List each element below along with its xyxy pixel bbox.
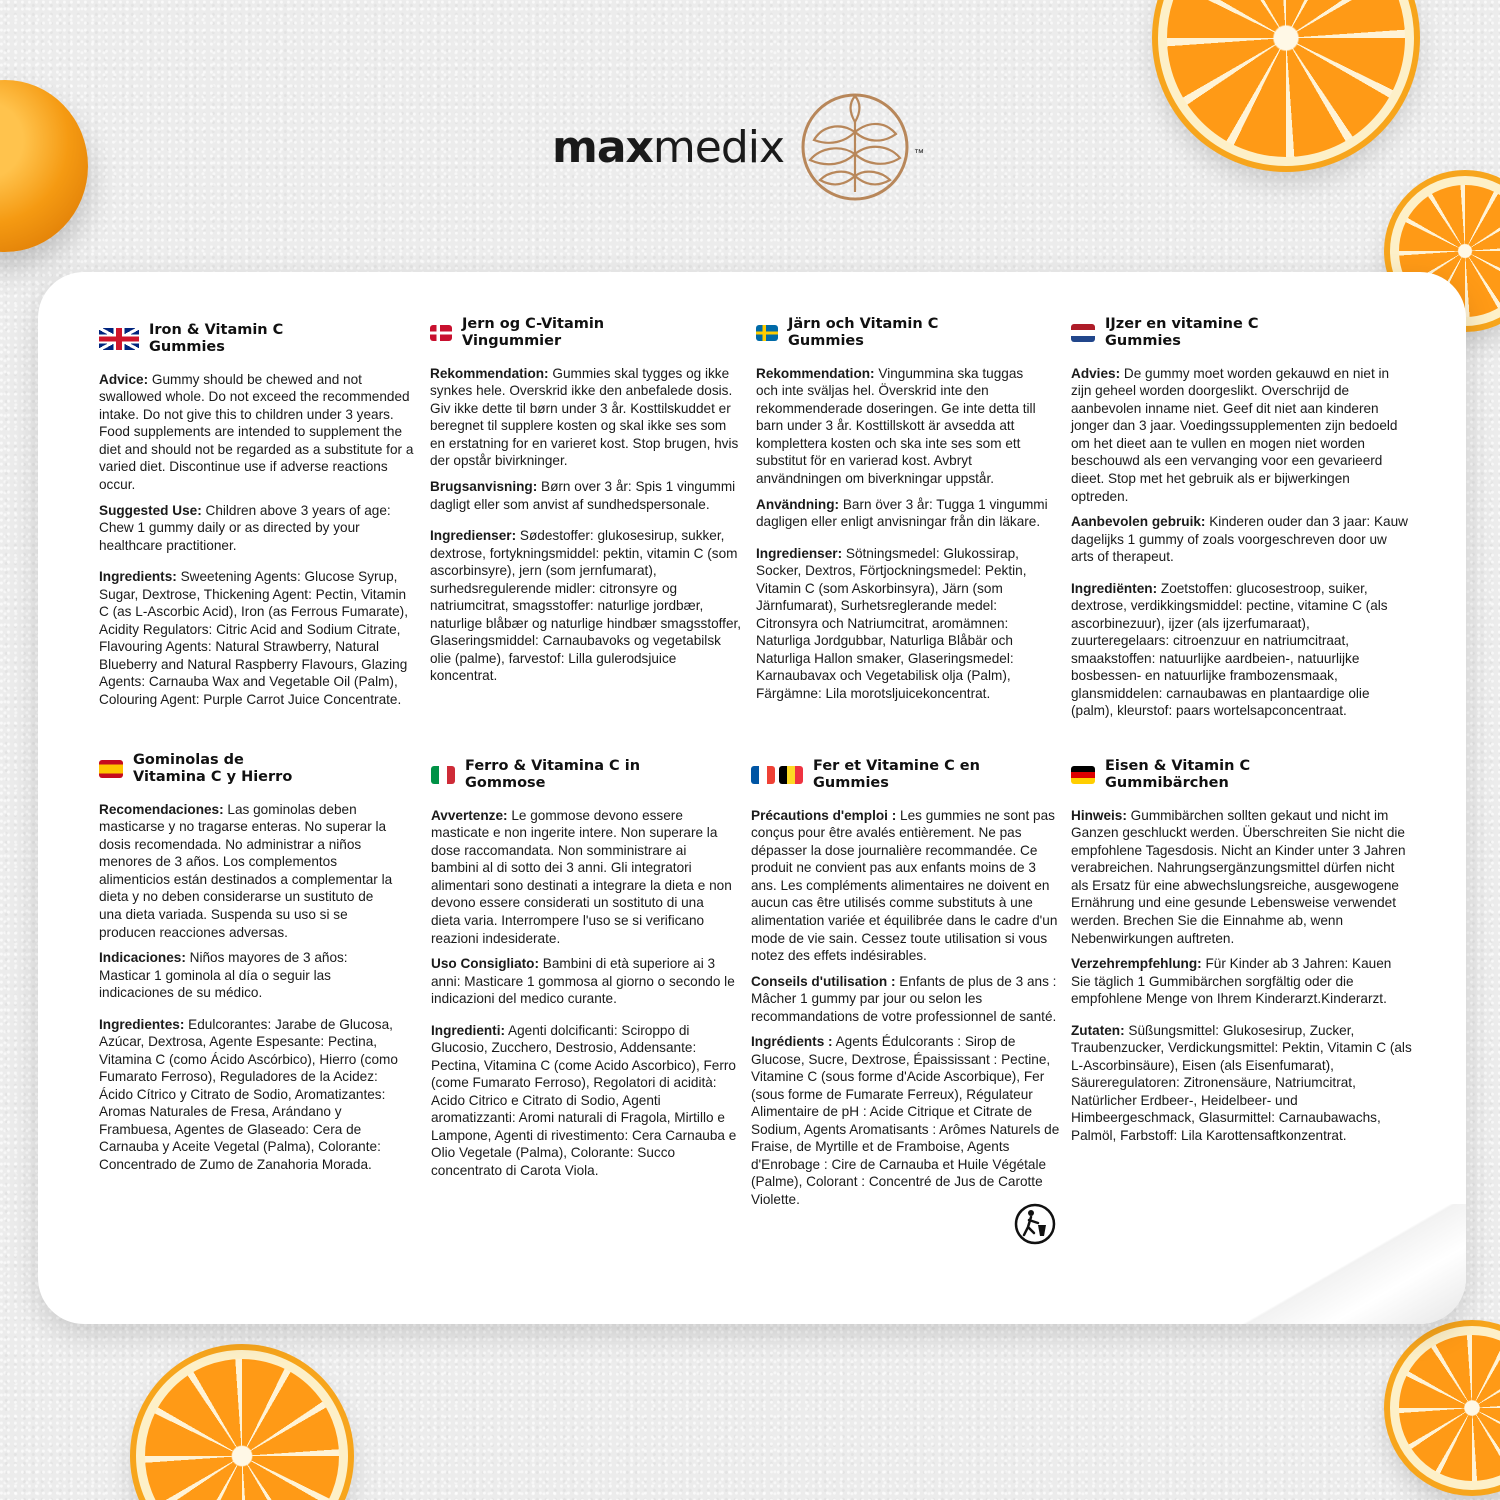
section-swedish (756, 316, 1048, 710)
advice-paragraph (99, 801, 399, 941)
section-title: Ferro & Vitamina C in Gommose (465, 758, 641, 792)
ingredients-text: Zoetstoffen: glucosestroop, suiker, dextrose, verdikkingsmiddel: pectine, vitamine C (als ascorbinezuur), ijzer (als ijzerfumaraat), zuurteregelaars: citroenzuur en natriumcitraat, smaakstoffen: natuurlijke aardbeien-, natuurlijke bosbessen- en natuurlijke frambozensmaak, glansmiddelen: carnaubawas en plantaardige olie (palm), kleurstof: paars wortelsapconcentraat. (1071, 580, 1388, 719)
advice-paragraph (1071, 807, 1413, 947)
ingredients-paragraph (430, 527, 742, 685)
advice-paragraph (430, 365, 742, 470)
section-header (99, 322, 417, 357)
ingredients-label: Ingredienti: (431, 1022, 506, 1038)
leaf-emblem-icon (800, 92, 910, 202)
section-header (99, 752, 399, 787)
section-header (1071, 316, 1411, 351)
orange-slice-image-bottom-left (136, 1350, 348, 1500)
advice-text: Las gominolas deben masticarse y no tragarse enteras. No superar la dosis recomendada. No administrar a niños menores de 3 años. Los complementos alimenticios están destinados a complementar la dieta y no deben considerarse un sustituto de una dieta variada. Suspenda su uso si se producen reacciones adversas. (99, 801, 393, 940)
section-german (1071, 758, 1413, 1152)
advice-label: Recomendaciones: (99, 801, 224, 817)
section-title: Iron & Vitamin C Gummies (149, 322, 284, 356)
section-title: Fer et Vitamine C en Gummies (813, 758, 980, 792)
advice-paragraph (756, 365, 1048, 488)
section-header (751, 758, 1061, 793)
usage-text: Niños mayores de 3 años: Masticar 1 gominola al día o seguir las indicaciones de su médico. (99, 950, 348, 1001)
section-title: IJzer en vitamine C Gummies (1105, 316, 1259, 350)
section-title: Eisen & Vitamin C Gummibärchen (1105, 758, 1251, 792)
ingredients-text: Agenti dolcificanti: Sciroppo di Glucosio, Zucchero, Destrosio, Addensante: Pectina, Vitamina C (come Acido Ascorbico), Ferro (come Fumarato Ferroso), Regolatori di acidità: Acido Citrico e Citrato di Sodio, Agenti aromatizzanti: Aromi naturali di Fragola, Mirtillo e Lampone, Agenti di rivestimento: Cera Carnauba e Olio Vegetale (Palma), Colorante: Succo concentrato di Carota Viola. (431, 1022, 737, 1178)
ingredients-paragraph (99, 568, 417, 708)
usage-paragraph (99, 502, 417, 555)
advice-label: Advies: (1071, 365, 1121, 381)
advice-text: Les gummies ne sont pas conçus pour être avalés entièrement. Ne pas dépasser la dose journalière recommandée. Ce produit ne convient pas aux enfants moins de 3 ans. Les compléments alimentaires ne doivent en aucun cas être utilisés comme substituts à une alimentation variée et équilibrée dans le cadre d'un mode de vie sain. Cessez toute utilisation si vous notez des effets indésirables. (751, 807, 1058, 964)
brand-name-bold: max (552, 121, 653, 173)
usage-label: Conseils d'utilisation : (751, 973, 896, 989)
ingredients-paragraph (99, 1016, 399, 1174)
whole-orange-image (0, 80, 88, 252)
usage-paragraph (756, 496, 1048, 531)
sweden-flag-icon (756, 325, 778, 341)
section-title: Jern og C-Vitamin Vingummier (462, 316, 605, 350)
usage-label: Användning: (756, 496, 840, 512)
recycle-icon (1014, 1203, 1056, 1245)
usage-paragraph (1071, 513, 1411, 566)
netherlands-flag-icon (1071, 324, 1095, 342)
section-dutch (1071, 316, 1411, 728)
denmark-flag-icon (430, 325, 452, 341)
germany-flag-icon (1071, 766, 1095, 784)
belgium-flag-icon (779, 766, 803, 784)
ingredients-label: Ingrediënten: (1071, 580, 1158, 596)
usage-label: Brugsanvisning: (430, 478, 538, 494)
section-header (756, 316, 1048, 351)
ingredients-paragraph (431, 1022, 737, 1180)
advice-label: Rekommendation: (756, 365, 875, 381)
ingredients-paragraph (756, 545, 1048, 703)
usage-paragraph (1071, 955, 1413, 1008)
usage-label: Aanbevolen gebruik: (1071, 514, 1206, 530)
section-header (430, 316, 742, 351)
advice-label: Précautions d'emploi : (751, 807, 897, 823)
advice-text: Vingummina ska tuggas och inte sväljas hel. Överskrid inte den rekommenderade doseringen. Ge inte detta till barn under 3 år. Kosttillskott är avsedda att komplettera kosten och ska inte ses som ett substitut för en varierad kost. Avbryt användningen om biverkningar uppstår. (756, 365, 1036, 486)
ingredients-label: Ingredientes: (99, 1016, 185, 1032)
section-english (99, 322, 417, 716)
usage-paragraph (430, 478, 742, 513)
advice-text: Gummy should be chewed and not swallowed whole. Do not exceed the recommended intake. Do not give this to children under 3 years. Food supplements are intended to supplement the diet and should not be regarded as a substitute for a varied diet. Discontinue use if adverse reactions occur. (99, 371, 414, 492)
trademark-symbol: ™ (914, 148, 925, 159)
ingredients-label: Ingredienser: (430, 528, 517, 544)
usage-text: Bambini di età superiore ai 3 anni: Masticare 1 gommosa al giorno o secondo le indicazioni del medico curante. (431, 956, 735, 1007)
page-curl (1226, 1204, 1466, 1324)
usage-text: Children above 3 years of age: Chew 1 gummy daily or as directed by your healthcare practitioner. (99, 502, 391, 553)
advice-text: De gummy moet worden gekauwd en niet in zijn geheel worden doorgeslikt. Overschrijd de aanbevolen inname niet. Geef dit niet aan kinderen jonger dan 3 jaar. Voedingssupplementen zijn bedoeld om het dieet aan te vullen en mogen niet worden beschouwd als een vervanging voor een gevarieerd dieet. Stop met het gebruik als er bijwerkingen optreden. (1071, 365, 1398, 504)
advice-paragraph (431, 807, 737, 947)
brand-logo (552, 92, 924, 202)
advice-text: Gummies skal tygges og ikke synkes hele. Overskrid ikke den anbefalede dosis. Giv ikke dette til børn under 3 år. Kosttilskuddet er beregnet til supplere kosten og skal ikke ses som en erstatning for en varieret kost. Stop brugen, hvis der opstår bivirkninger. (430, 365, 739, 469)
usage-label: Verzehrempfehlung: (1071, 956, 1202, 972)
section-title: Järn och Vitamin C Gummies (788, 316, 939, 350)
advice-paragraph (1071, 365, 1411, 505)
advice-label: Advice: (99, 371, 149, 387)
ingredients-label: Ingredienser: (756, 545, 843, 561)
advice-text: Gummibärchen sollten gekaut und nicht im Ganzen geschluckt werden. Überschreiten Sie nicht die empfohlene Tagesdosis. Nicht an Kinder unter 3 Jahren verabreichen. Nahrungsergänzungsmittel dürfen nicht als Ersatz für eine abwechslungsreiche, ausgewogene Ernährung und eine gesunde Lebensweise verwendet werden. Brechen Sie die Einnahme ab, wenn Nebenwirkungen auftreten. (1071, 807, 1406, 946)
ingredients-text: Agents Édulcorants : Sirop de Glucose, Sucre, Dextrose, Épaississant : Pectine, Vitamine C (sous forme d'Acide Ascorbique), Fer (sous forme de Fumarate Ferreux), Régulateur Alimentaire de pH : Acide Citrique et Citrate de Sodium, Agents Aromatisants : Arômes Naturels de Fraise, de Myrtille et de Framboise, Agents d'Enrobage : Cire de Carnauba et Huile Végétale (Palme), Colorant : Concentré de Jus de Carotte Violette. (751, 1034, 1060, 1207)
usage-paragraph (751, 973, 1061, 1026)
ingredients-label: Ingrédients : (751, 1034, 833, 1050)
france-flag-icon (751, 766, 775, 784)
usage-text: Børn over 3 år: Spis 1 vingummi dagligt eller som anvist af sundhedspersonale. (430, 478, 736, 512)
section-spanish (99, 752, 399, 1181)
advice-label: Avvertenze: (431, 807, 508, 823)
advice-paragraph (99, 371, 417, 494)
ingredients-text: Sötningsmedel: Glukossirap, Socker, Dextros, Förtjockningsmedel: Pektin, Vitamin C (som Askorbinsyra), Järn (som Järnfumarat), Surhetsreglerande medel: Citronsyra och Natriumcitrat, aromämnen: Naturliga Jordgubbar, Naturliga Blåbär och Naturliga Hallon smaker, Glaseringsmedel: Karnaubavax och Vegetabilisk olja (Palm), Färgämne: Lila morotsljuicekoncentrat. (756, 545, 1027, 701)
ingredients-paragraph (1071, 580, 1411, 720)
usage-label: Indicaciones: (99, 950, 186, 966)
ingredients-label: Ingredients: (99, 569, 177, 585)
orange-slice-image-top (1158, 0, 1414, 166)
brand-wordmark (552, 122, 784, 173)
brand-name-light: medix (652, 121, 785, 173)
ingredients-text: Süßungsmittel: Glukosesirup, Zucker, Traubenzucker, Verdickungsmittel: Pektin, Vitamin C (als L-Ascorbinsäure), Eisen (als Eisenfumarat), Säureregulatoren: Zitronensäure, Natriumcitrat, Natürlicher Erdbeer-, Heidelbeer- und Himbeergeschmack, Glasurmittel: Carnaubawachs, Palmöl, Farbstoff: Lila Karottensaftkonzentrat. (1071, 1022, 1412, 1143)
usage-text: Barn över 3 år: Tugga 1 vingummi dagligen eller enligt anvisningar från din läkare. (756, 496, 1048, 530)
usage-text: Enfants de plus de 3 ans : Mâcher 1 gummy par jour ou selon les recommandations de votre professionnel de santé. (751, 973, 1057, 1024)
ingredients-paragraph (751, 1033, 1061, 1208)
section-danish (430, 316, 742, 693)
usage-paragraph (99, 949, 399, 1002)
section-header (431, 758, 737, 793)
ingredients-label: Zutaten: (1071, 1022, 1125, 1038)
section-title: Gominolas de Vitamina C y Hierro (133, 752, 293, 786)
orange-slice-image-bottom-right (1390, 1326, 1500, 1490)
ingredients-text: Sødestoffer: glukosesirup, sukker, dextrose, fortykningsmiddel: pektin, vitamin C (som ascorbinsyre), jern (som jernfumarat), surhedsregulerende midler: citronsyre og natriumcitrat, smagsstoffer: naturlige jordbær, naturlige blåbær og naturlige hindbær smagsstoffer, Glaseringsmiddel: Carnaubavoks og vegetabilsk olie (palme), farvestof: Lilla gulerodsjuice koncentrat. (430, 528, 742, 684)
advice-text: Le gommose devono essere masticate e non ingerite intere. Non superare la dose raccomandata. Non somministrare ai bambini al di sotto dei 3 anni. Gli integratori alimentari sono destinati a integrare la dieta e non devono essere considerati un sostituto di una dieta varia. Interrompere l'uso se si verificano reazioni indesiderate. (431, 807, 732, 946)
advice-label: Rekommendation: (430, 365, 549, 381)
ingredients-text: Sweetening Agents: Glucose Syrup, Sugar, Dextrose, Thickening Agent: Pectin, Vitamin C (as L-Ascorbic Acid), Iron (as Ferrous Fumarate), Acidity Regulators: Citric Acid and Sodium Citrate, Flavouring Agents: Natural Strawberry, Natural Blueberry and Natural Raspberry Flavours, Glazing Agents: Carnauba Wax and Vegetable Oil (Palm), Colouring Agent: Purple Carrot Juice Concentrate. (99, 569, 408, 707)
advice-label: Hinweis: (1071, 807, 1127, 823)
usage-label: Suggested Use: (99, 502, 202, 518)
usage-paragraph (431, 955, 737, 1008)
section-header (1071, 758, 1413, 793)
ingredients-text: Edulcorantes: Jarabe de Glucosa, Azúcar, Dextrosa, Agente Espesante: Pectina, Vitamina C (como Ácido Ascórbico), Hierro (como Fumarato Ferroso), Reguladores de la Acidez: Ácido Cítrico y Citrato de Sodio, Aromatizantes: Aromas Naturales de Fresa, Arándano y Frambuesa, Agentes de Glaseado: Cera de Carnauba y Aceite Vegetal (Palma), Colorante: Concentrado de Zumo de Zanahoria Morada. (99, 1016, 398, 1172)
usage-label: Uso Consigliato: (431, 956, 539, 972)
section-french (751, 758, 1061, 1216)
spain-flag-icon (99, 760, 123, 778)
uk-flag-icon (99, 328, 139, 350)
usage-text: Kinderen ouder dan 3 jaar: Kauw dagelijks 1 gummy of zoals voorgeschreven door uw arts of therapeut. (1071, 514, 1408, 565)
italy-flag-icon (431, 766, 455, 784)
section-italian (431, 758, 737, 1187)
advice-paragraph (751, 807, 1061, 965)
usage-text: Für Kinder ab 3 Jahren: Kauen Sie täglich 1 Gummibärchen sorgfältig oder die empfohlene Menge von Ihrem Kinderarzt.Kinderarzt. (1071, 956, 1392, 1007)
ingredients-paragraph (1071, 1022, 1413, 1145)
